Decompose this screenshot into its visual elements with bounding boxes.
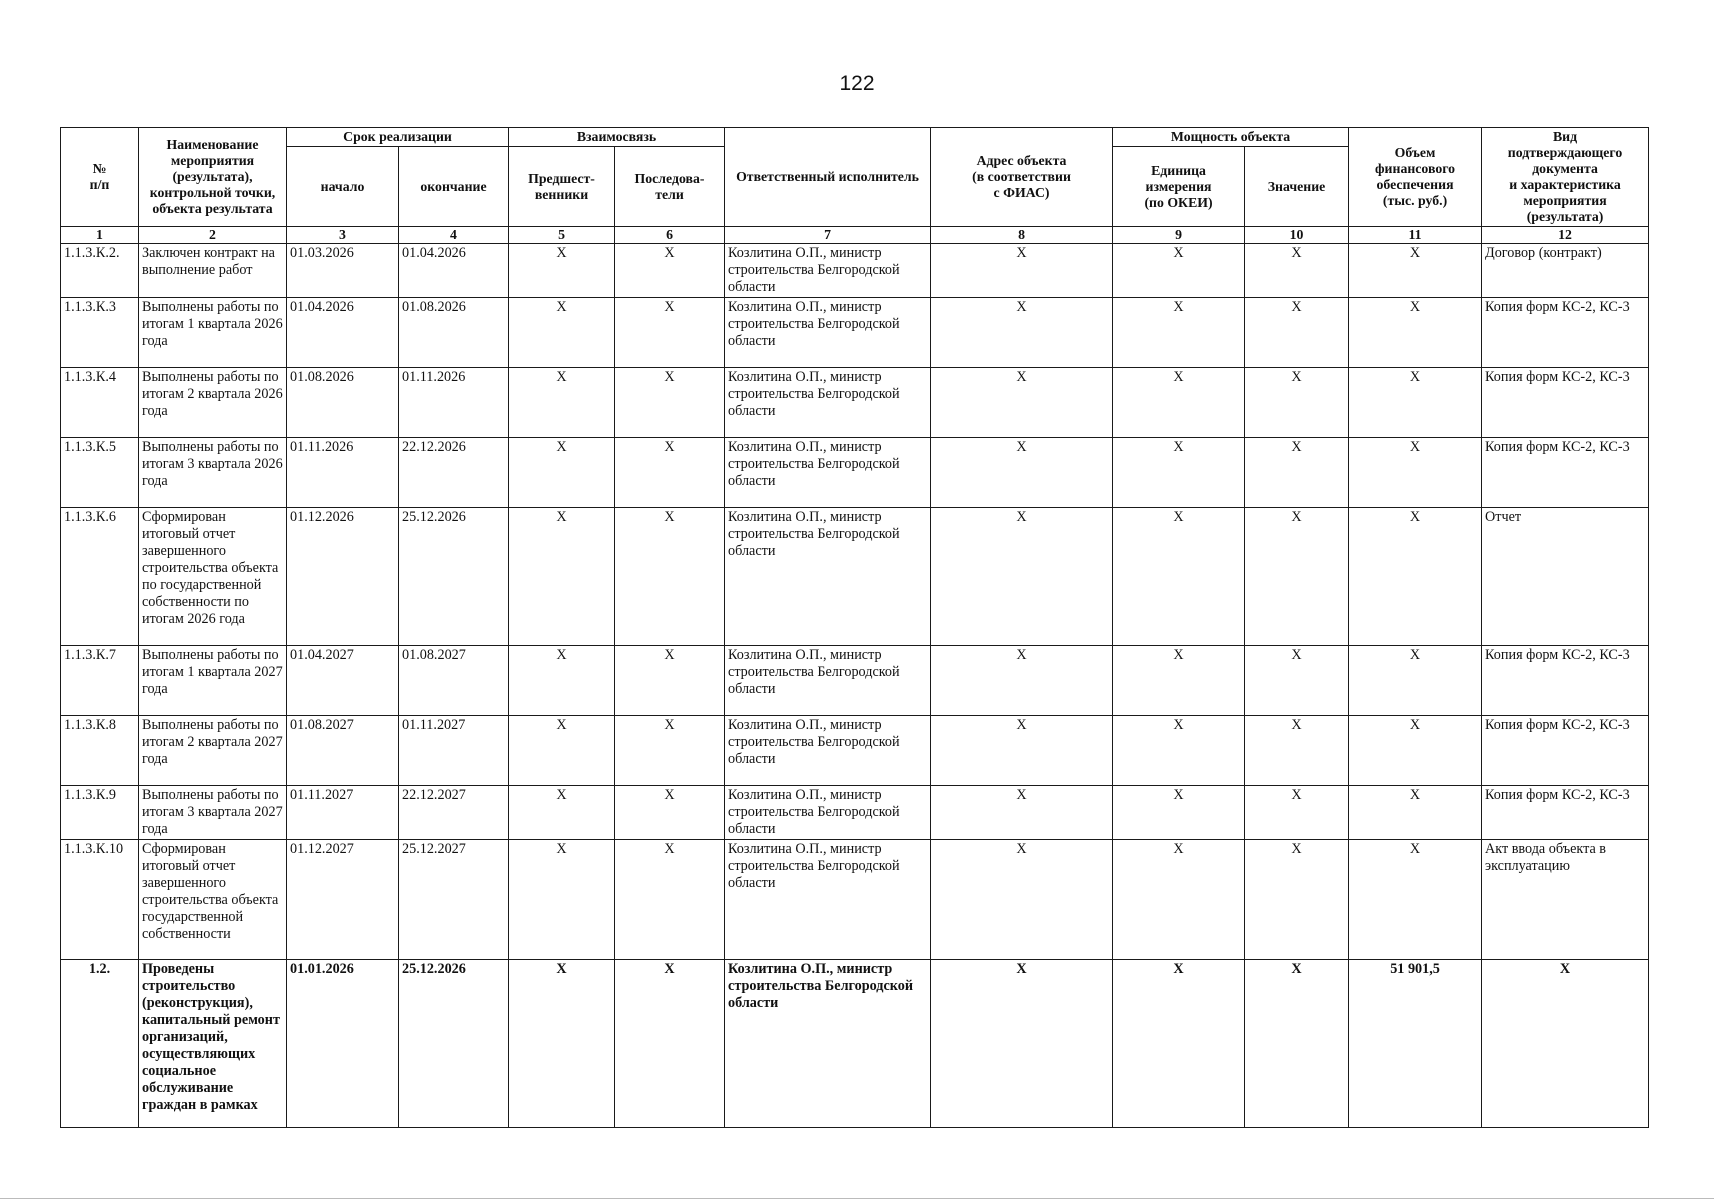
row-name: Сформирован итоговый отчет завершенного строительства объекта по государственной собственности по итогам 2026 года	[139, 508, 287, 646]
row-responsible: Козлитина О.П., министр строительства Белгородской области	[725, 368, 931, 438]
row-responsible: Козлитина О.П., министр строительства Белгородской области	[725, 840, 931, 960]
row-responsible: Козлитина О.П., министр строительства Белгородской области	[725, 960, 931, 1128]
row-address: Х	[931, 716, 1113, 786]
row-responsible: Козлитина О.П., министр строительства Белгородской области	[725, 438, 931, 508]
row-name: Проведены строительство (реконструкция), капитальный ремонт организаций, осуществляющих социальное обслуживание граждан в рамках	[139, 960, 287, 1128]
header-term: Срок реализации	[287, 128, 509, 147]
header-responsible: Ответственный исполнитель	[725, 128, 931, 227]
row-successors: Х	[615, 716, 725, 786]
row-end: 22.12.2026	[399, 438, 509, 508]
row-predecessors: Х	[509, 786, 615, 840]
row-address: Х	[931, 508, 1113, 646]
column-number: 12	[1482, 227, 1649, 244]
header-document: Вид подтверждающего документа и характеристика мероприятия (результата)	[1482, 128, 1649, 227]
column-number-row	[61, 227, 1649, 244]
row-start: 01.01.2026	[287, 960, 399, 1128]
row-finance: Х	[1349, 646, 1482, 716]
header-power: Мощность объекта	[1113, 128, 1349, 147]
column-number: 2	[139, 227, 287, 244]
row-end: 01.08.2026	[399, 298, 509, 368]
table-row	[61, 244, 1649, 298]
row-name: Выполнены работы по итогам 1 квартала 2026 года	[139, 298, 287, 368]
row-name: Выполнены работы по итогам 3 квартала 2026 года	[139, 438, 287, 508]
header-value: Значение	[1245, 147, 1349, 227]
header-predecessors: Предшест- венники	[509, 147, 615, 227]
table-row	[61, 960, 1649, 1128]
row-end: 01.11.2027	[399, 716, 509, 786]
column-number: 6	[615, 227, 725, 244]
row-id: 1.1.3.К.4	[61, 368, 139, 438]
row-id: 1.2.	[61, 960, 139, 1128]
row-value: Х	[1245, 960, 1349, 1128]
row-value: Х	[1245, 244, 1349, 298]
row-address: Х	[931, 438, 1113, 508]
row-end: 25.12.2026	[399, 960, 509, 1128]
column-number: 4	[399, 227, 509, 244]
plan-table	[60, 127, 1649, 1128]
row-successors: Х	[615, 368, 725, 438]
row-successors: Х	[615, 960, 725, 1128]
row-unit: Х	[1113, 438, 1245, 508]
row-document: Копия форм КС-2, КС-3	[1482, 298, 1649, 368]
row-document: Копия форм КС-2, КС-3	[1482, 438, 1649, 508]
column-number: 5	[509, 227, 615, 244]
row-predecessors: Х	[509, 244, 615, 298]
header-end: окончание	[399, 147, 509, 227]
header-address: Адрес объекта (в соответствии с ФИАС)	[931, 128, 1113, 227]
column-number: 7	[725, 227, 931, 244]
row-value: Х	[1245, 646, 1349, 716]
row-predecessors: Х	[509, 508, 615, 646]
row-predecessors: Х	[509, 716, 615, 786]
table-row	[61, 438, 1649, 508]
row-id: 1.1.3.К.2.	[61, 244, 139, 298]
row-predecessors: Х	[509, 840, 615, 960]
row-finance: Х	[1349, 244, 1482, 298]
row-finance: Х	[1349, 716, 1482, 786]
header-link: Взаимосвязь	[509, 128, 725, 147]
row-id: 1.1.3.К.5	[61, 438, 139, 508]
row-finance: Х	[1349, 786, 1482, 840]
row-unit: Х	[1113, 786, 1245, 840]
row-document: Копия форм КС-2, КС-3	[1482, 646, 1649, 716]
header-successors: Последова- тели	[615, 147, 725, 227]
row-predecessors: Х	[509, 368, 615, 438]
row-name: Сформирован итоговый отчет завершенного строительства объекта государственной собственности	[139, 840, 287, 960]
row-start: 01.12.2027	[287, 840, 399, 960]
row-id: 1.1.3.К.8	[61, 716, 139, 786]
row-document: Х	[1482, 960, 1649, 1128]
row-name: Выполнены работы по итогам 1 квартала 2027 года	[139, 646, 287, 716]
row-responsible: Козлитина О.П., министр строительства Белгородской области	[725, 298, 931, 368]
row-unit: Х	[1113, 368, 1245, 438]
row-start: 01.11.2026	[287, 438, 399, 508]
row-unit: Х	[1113, 646, 1245, 716]
column-number: 10	[1245, 227, 1349, 244]
row-id: 1.1.3.К.6	[61, 508, 139, 646]
header-num: № п/п	[61, 128, 139, 227]
header-finance: Объем финансового обеспечения (тыс. руб.)	[1349, 128, 1482, 227]
row-start: 01.08.2026	[287, 368, 399, 438]
table-row	[61, 786, 1649, 840]
header-unit: Единица измерения (по ОКЕИ)	[1113, 147, 1245, 227]
header-name: Наименование мероприятия (результата), контрольной точки, объекта результата	[139, 128, 287, 227]
row-id: 1.1.3.К.7	[61, 646, 139, 716]
row-value: Х	[1245, 438, 1349, 508]
table-row	[61, 716, 1649, 786]
row-start: 01.08.2027	[287, 716, 399, 786]
table-row	[61, 298, 1649, 368]
row-successors: Х	[615, 298, 725, 368]
row-predecessors: Х	[509, 646, 615, 716]
row-finance: Х	[1349, 368, 1482, 438]
row-responsible: Козлитина О.П., министр строительства Белгородской области	[725, 508, 931, 646]
table-header	[61, 128, 1649, 244]
row-end: 01.04.2026	[399, 244, 509, 298]
row-responsible: Козлитина О.П., министр строительства Белгородской области	[725, 244, 931, 298]
row-successors: Х	[615, 786, 725, 840]
row-id: 1.1.3.К.9	[61, 786, 139, 840]
column-number: 11	[1349, 227, 1482, 244]
row-finance: Х	[1349, 840, 1482, 960]
row-unit: Х	[1113, 840, 1245, 960]
row-finance: 51 901,5	[1349, 960, 1482, 1128]
row-value: Х	[1245, 298, 1349, 368]
row-unit: Х	[1113, 244, 1245, 298]
row-address: Х	[931, 646, 1113, 716]
row-address: Х	[931, 840, 1113, 960]
row-successors: Х	[615, 244, 725, 298]
table-row	[61, 840, 1649, 960]
row-end: 01.11.2026	[399, 368, 509, 438]
row-unit: Х	[1113, 508, 1245, 646]
row-address: Х	[931, 244, 1113, 298]
row-id: 1.1.3.К.3	[61, 298, 139, 368]
row-finance: Х	[1349, 298, 1482, 368]
row-value: Х	[1245, 716, 1349, 786]
table-body	[61, 244, 1649, 1128]
row-value: Х	[1245, 368, 1349, 438]
row-successors: Х	[615, 646, 725, 716]
row-document: Копия форм КС-2, КС-3	[1482, 716, 1649, 786]
row-unit: Х	[1113, 960, 1245, 1128]
header-start: начало	[287, 147, 399, 227]
row-end: 22.12.2027	[399, 786, 509, 840]
row-predecessors: Х	[509, 438, 615, 508]
row-finance: Х	[1349, 508, 1482, 646]
row-start: 01.04.2026	[287, 298, 399, 368]
column-number: 8	[931, 227, 1113, 244]
row-document: Отчет	[1482, 508, 1649, 646]
row-start: 01.03.2026	[287, 244, 399, 298]
row-address: Х	[931, 960, 1113, 1128]
row-id: 1.1.3.К.10	[61, 840, 139, 960]
row-predecessors: Х	[509, 298, 615, 368]
row-start: 01.11.2027	[287, 786, 399, 840]
row-end: 25.12.2026	[399, 508, 509, 646]
row-value: Х	[1245, 508, 1349, 646]
row-start: 01.04.2027	[287, 646, 399, 716]
row-responsible: Козлитина О.П., министр строительства Белгородской области	[725, 786, 931, 840]
row-start: 01.12.2026	[287, 508, 399, 646]
row-address: Х	[931, 786, 1113, 840]
row-address: Х	[931, 368, 1113, 438]
table-row	[61, 646, 1649, 716]
row-unit: Х	[1113, 716, 1245, 786]
row-name: Выполнены работы по итогам 3 квартала 2027 года	[139, 786, 287, 840]
row-end: 25.12.2027	[399, 840, 509, 960]
row-predecessors: Х	[509, 960, 615, 1128]
row-value: Х	[1245, 786, 1349, 840]
column-number: 1	[61, 227, 139, 244]
table-row	[61, 368, 1649, 438]
row-successors: Х	[615, 840, 725, 960]
column-number: 3	[287, 227, 399, 244]
row-document: Акт ввода объекта в эксплуатацию	[1482, 840, 1649, 960]
row-successors: Х	[615, 438, 725, 508]
table-row	[61, 508, 1649, 646]
row-responsible: Козлитина О.П., министр строительства Белгородской области	[725, 716, 931, 786]
column-number: 9	[1113, 227, 1245, 244]
row-name: Выполнены работы по итогам 2 квартала 2026 года	[139, 368, 287, 438]
page-number: 122	[839, 72, 875, 95]
row-document: Копия форм КС-2, КС-3	[1482, 786, 1649, 840]
row-end: 01.08.2027	[399, 646, 509, 716]
row-successors: Х	[615, 508, 725, 646]
row-unit: Х	[1113, 298, 1245, 368]
row-name: Выполнены работы по итогам 2 квартала 2027 года	[139, 716, 287, 786]
row-name: Заключен контракт на выполнение работ	[139, 244, 287, 298]
row-address: Х	[931, 298, 1113, 368]
row-finance: Х	[1349, 438, 1482, 508]
row-value: Х	[1245, 840, 1349, 960]
row-document: Договор (контракт)	[1482, 244, 1649, 298]
row-responsible: Козлитина О.П., министр строительства Белгородской области	[725, 646, 931, 716]
row-document: Копия форм КС-2, КС-3	[1482, 368, 1649, 438]
